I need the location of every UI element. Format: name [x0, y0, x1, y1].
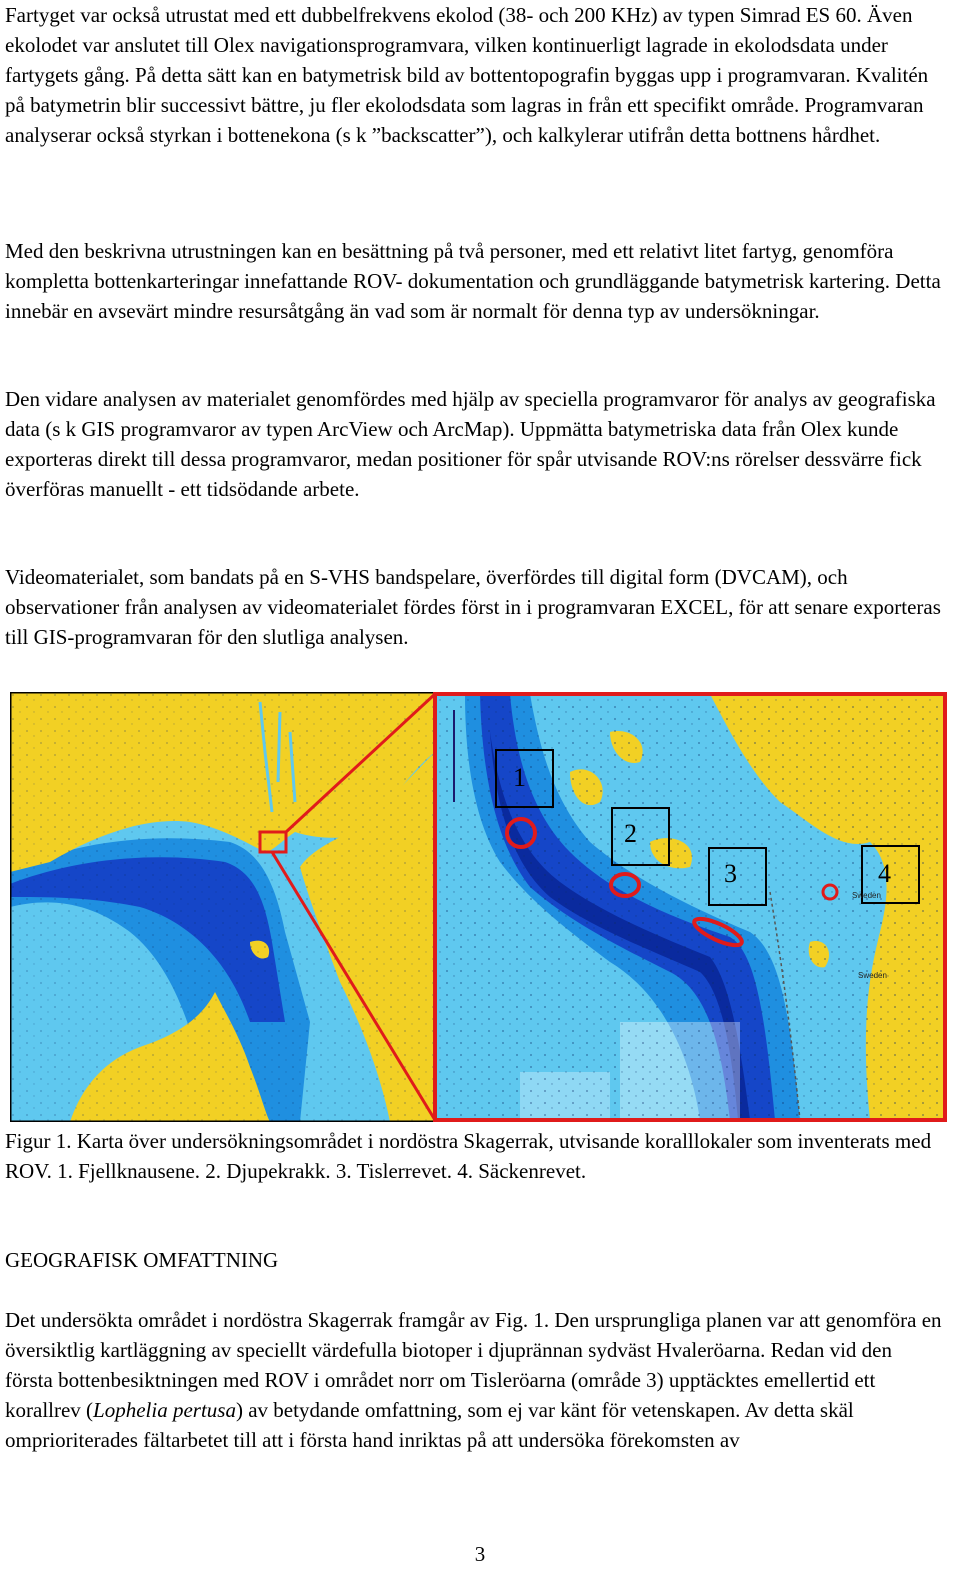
- detail-map: [435, 694, 945, 1120]
- overview-map: [10, 692, 435, 1122]
- paragraph-equipment: Fartyget var också utrustat med ett dubbelfrekvens ekolod (38- och 200 KHz) av typen Simrad ES 60. Även ekolodet var anslutet till Olex navigationsprogramvara, vilken kontinuerligt lagrade in ekolodsdata under fartygets gång. På detta sätt kan en batymetrisk bild av bottentopografin byggas upp i programvaran. Kvalitén på batymetrin blir successivt bättre, ju fler ekolodsdata som lagras in från ett specifikt område. Programvaran analyserar också styrkan i bottenekona (s k ”backscatter”), och kalkylerar utifrån detta bottnens hårdhet.: [5, 3, 929, 147]
- place-label-sweden-2: Sweden: [858, 971, 887, 980]
- section-heading: GEOGRAFISK OMFATTNING: [5, 1248, 279, 1272]
- site-label-4: 4: [878, 859, 891, 888]
- paragraph-analysis: Den vidare analysen av materialet genomfördes med hjälp av speciella programvaror för analys av geografiska data (s k GIS programvaror av typen ArcView och ArcMap). Uppmätta batymetriska data från Olex kunde exporteras direkt till dessa programvaror, medan positioner för spår utvisande ROV:ns rörelser dessvärre fick överföras manuellt - ett tidsödande arbete.: [5, 387, 936, 501]
- page-number: 3: [474, 1542, 486, 1566]
- paragraph-geography-part-b: ) av betydande omfattning, som ej var känt för vetenskapen. Av detta skäl omprioriterades fältarbetet till att i första hand inriktas på att undersöka förekomsten av: [5, 1398, 854, 1452]
- figure-map: [10, 692, 950, 1122]
- paragraph-crew: Med den beskrivna utrustningen kan en besättning på två personer, med ett relativt litet fartyg, genomföra kompletta bottenkarteringar innefattande ROV- dokumentation och grundläggande batymetrisk kartering. Detta innebär en avsevärt mindre resursåtgång än vad som är normalt för denna typ av undersökningar.: [5, 239, 941, 323]
- figure-caption: Figur 1. Karta över undersökningsområdet i nordöstra Skagerrak, utvisande koralllokaler som inventerats med ROV. 1. Fjellknausene. 2. Djupekrakk. 3. Tislerrevet. 4. Säckenrevet.: [5, 1129, 932, 1183]
- species-name: Lophelia pertusa: [93, 1398, 236, 1422]
- site-label-1: 1: [513, 763, 526, 792]
- paragraph-geography: [5, 1305, 945, 1455]
- place-label-sweden-1: Sweden: [852, 891, 881, 900]
- paragraph-video: Videomaterialet, som bandats på en S-VHS bandspelare, överfördes till digital form (DVCAM), och observationer från analysen av videomaterialet fördes först in i programvaran EXCEL, för att senare exporteras till GIS-programvaran för den slutliga analysen.: [5, 565, 941, 649]
- site-label-2: 2: [624, 819, 637, 848]
- site-label-3: 3: [724, 859, 737, 888]
- paragraph-geography-part-a: Det undersökta området i nordöstra Skagerrak framgår av Fig. 1. Den ursprungliga planen var att genomföra en översiktlig kartläggning av speciellt värdefulla biotoper i djuprännan sydväst Hvaleröarna. Redan vid den första bottenbesiktningen med ROV i området norr om Tisleröarna (område 3) upptäcktes emellertid ett korallrev (: [5, 1308, 942, 1422]
